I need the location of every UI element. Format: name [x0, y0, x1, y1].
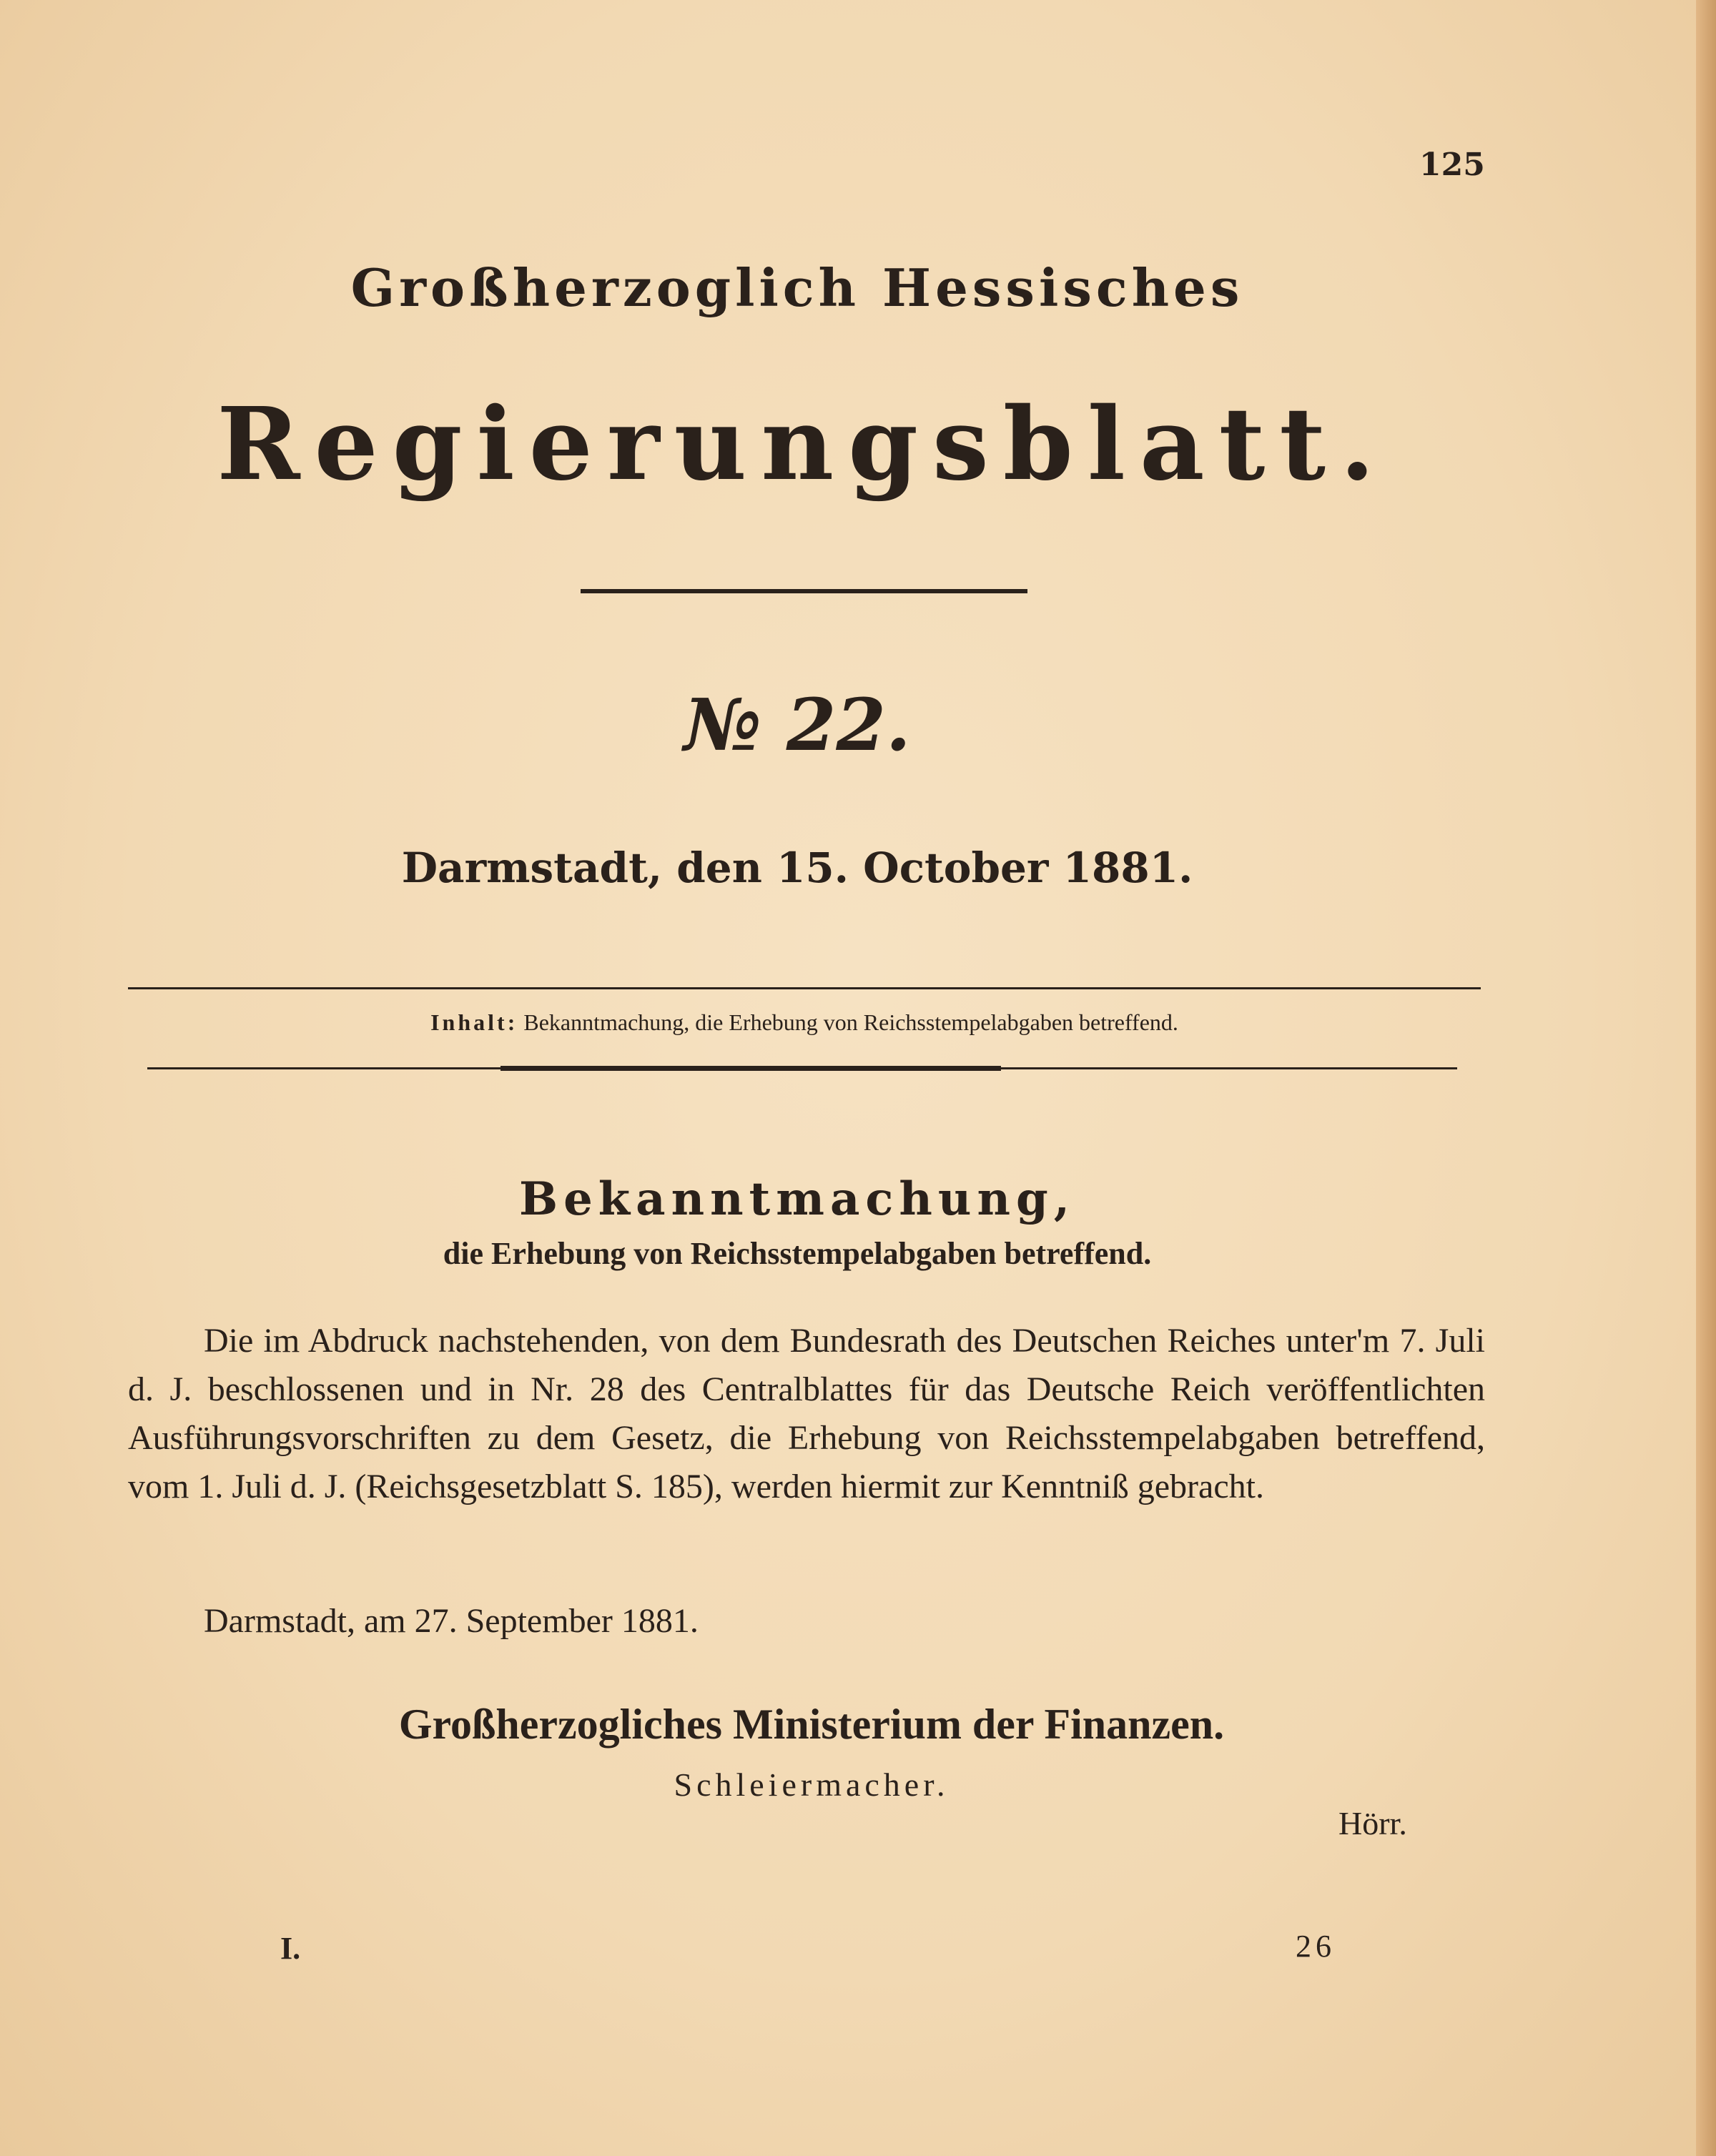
page-edge — [1696, 0, 1716, 2156]
page-number: 125 — [1419, 147, 1485, 183]
notice-title: Bekanntmachung, — [518, 1172, 1076, 1226]
notice-body — [128, 1317, 1485, 1511]
contents-text: Bekanntmachung, die Erhebung von Reichsstempelabgaben betreffend. — [523, 1009, 1178, 1035]
issuing-authority: Großherzogliches Ministerium der Finanzen. — [398, 1701, 1225, 1748]
place-date: Darmstadt, am 27. September 1881. — [204, 1602, 699, 1640]
divider — [581, 589, 1027, 593]
masthead-title: Regierungsblatt. — [217, 386, 1389, 503]
sheet-number: 26 — [1296, 1929, 1336, 1964]
contents-label: Inhalt: — [430, 1009, 518, 1035]
issue-date: Darmstadt, den 15. October 1881. — [401, 844, 1193, 892]
signature-mark: I. — [280, 1931, 301, 1966]
signer: Schleiermacher. — [674, 1766, 950, 1803]
masthead-line1: Großherzoglich Hessisches — [350, 257, 1244, 318]
issue-number: № 22. — [684, 683, 911, 767]
countersign: Hörr. — [1338, 1805, 1407, 1841]
notice-paragraph: Die im Abdruck nachstehenden, von dem Bundesrath des Deutschen Reiches unter'm 7. Juli d. J. beschlossenen und in Nr. 28 des Centralblattes für das Deutsche Reich veröffentlichten Ausführungsvorschriften zu dem Gesetz, die Erhebung von Reichsstempelabgaben betreffend, vom 1. Juli d. J. (Reichsgesetzblatt S. 185), werden hiermit zur Kenntniß gebracht. — [128, 1322, 1485, 1505]
divider — [128, 987, 1481, 989]
divider-thick — [500, 1066, 1001, 1071]
contents-line — [0, 1009, 1609, 1036]
notice-subtitle: die Erhebung von Reichsstempelabgaben betreffend. — [443, 1236, 1152, 1271]
